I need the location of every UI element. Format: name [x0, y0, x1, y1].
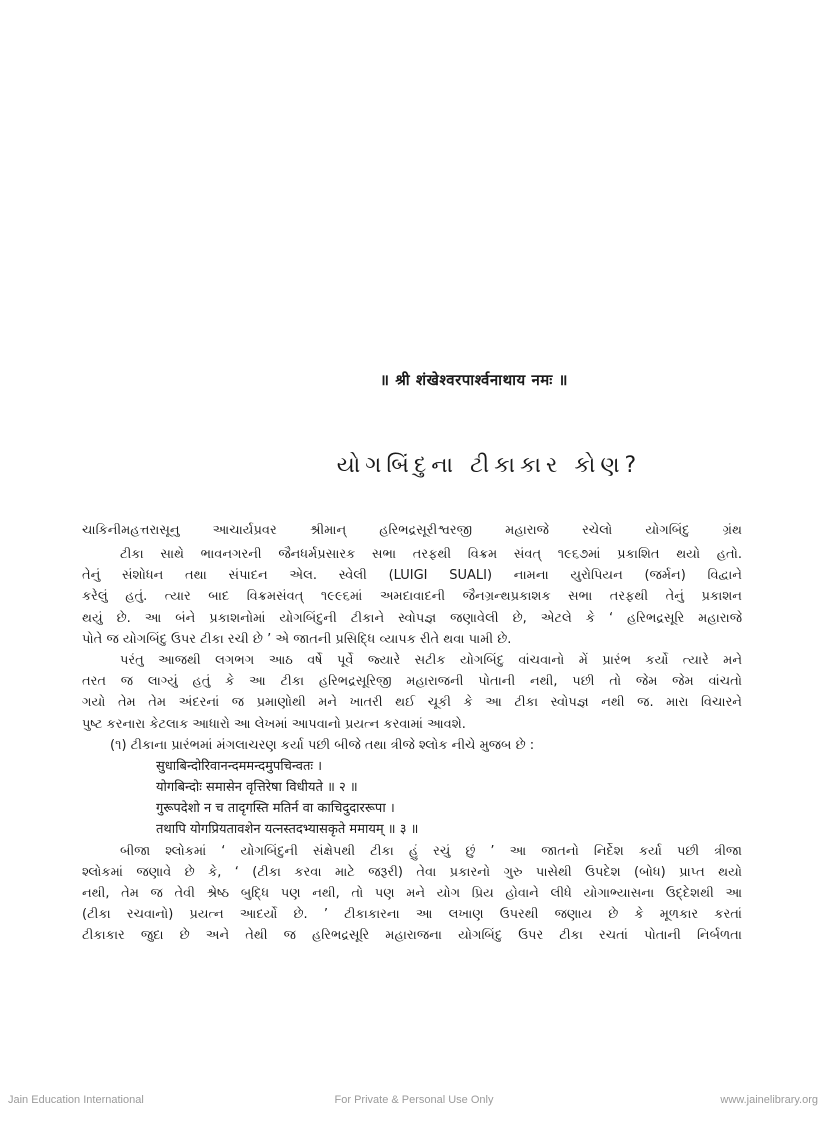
invocation-heading: ॥ श्री शंखेश्वरपार्श्वनाथाय नमः ॥ — [379, 371, 568, 389]
paragraph-line: (ટીકા રચવાનો) પ્રયત્ન આદર્યો છે. ’ ટીકાકારના આ લખાણ ઉપરથી જણાય છે કે મૂળકાર કરતાં — [82, 907, 742, 923]
sanskrit-verses — [82, 756, 742, 841]
paragraph-2 — [82, 650, 742, 735]
verse-line: गुरूपदेशो न च तादृगस्ति मतिर्न वा काचिदुदाररूपा । — [156, 801, 395, 817]
paragraph-line: પોતે જ યોગબિંદુ ઉપર ટીકા રચી છે ’ એ જાતની પ્રસિદ્ધિ વ્યાપક રીતે થવા પામી છે. — [82, 631, 512, 647]
paragraph-line: પરંતુ આજથી લગભગ આઠ વર્ષે પૂર્વે જ્યારે સટીક યોગબિંદુ વાંચવાનો મેં પ્રારંભ કર્યો ત્યારે મને — [120, 652, 742, 668]
footer-publisher: Jain Education International — [8, 1094, 144, 1106]
footer-usage-notice: For Private & Personal Use Only — [334, 1094, 494, 1106]
paragraph-line: ગયો તેમ તેમ અંદરનાં જ પ્રમાણોથી મને ખાતરી થઈ ચૂકી કે આ ટીકા સ્વોપજ્ઞ નથી જ. મારા વિચારને — [82, 695, 742, 711]
article-body — [82, 520, 742, 947]
numbered-point-1: (૧) ટીકાના પ્રારંભમાં મંગલાચરણ કર્યા પછી બીજે તથા ત્રીજે શ્લોક નીચે મુજબ છે : — [110, 737, 535, 753]
paragraph-line: પુષ્ટ કરનારા કેટલાક આધારો આ લેખમાં આપવાનો પ્રયત્ન કરવામાં આવશે. — [82, 716, 466, 732]
verse-line: सुधाबिन्दोरिवानन्दममन्दमुपचिन्वतः । — [156, 758, 323, 774]
paragraph-line — [82, 520, 742, 544]
page-footer — [0, 1094, 828, 1110]
paragraph-line: શ્લોકમાં જણાવે છે કે, ‘ (ટીકા કરવા માટે જરૂરી) તેવા પ્રકારનો ગુરુ પાસેથી ઉપદેશ (બોધ) પ્રાપ્ત થયો — [82, 864, 742, 880]
paragraph-line: તરત જ લાગ્યું હતું કે આ ટીકા હરિભદ્રસૂરિજી મહારાજની પોતાની નથી, પછી તો જેમ જેમ વાંચતો — [82, 674, 742, 690]
page-title: યોગબિંદુના ટીકાકાર કોણ? — [336, 452, 642, 478]
paragraph-line: નથી, તેમ જ તેવી શ્રેષ્ઠ બુદ્ધિ પણ નથી, તો પણ મને યોગ પ્રિય હોવાને લીધે યોગાભ્યાસના ઉદ્દેશથી આ — [82, 886, 742, 901]
paragraph-line: તેનું સંશોધન તથા સંપાદન એલ. સ્વેલી (LUIGI SUALI) નામના યુરોપિયન (જર્મન) વિદ્વાને — [82, 568, 742, 584]
paragraph-line: કરેલું હતું. ત્યાર બાદ વિક્રમસંવત્ ૧૯૯૬માં અમદાવાદની જૈનગ્રન્થપ્રકાશક સભા તરફથી તેનું પ્રકાશન — [82, 589, 742, 605]
paragraph-line: બીજા શ્લોકમાં ‘ યોગબિંદુની સંક્ષેપથી ટીકા હું રચું છું ’ આ જાતનો નિર્દેશ કર્યા પછી ત્રીજા — [120, 843, 742, 859]
text-line: ચાકિનીમહત્તરાસૂનુ આચાર્યપ્રવર શ્રીમાન્ હરિભદ્રસૂરીશ્વરજી મહારાજે રચેલો યોગબિંદુ ગ્રંથ — [82, 523, 742, 538]
paragraph-line: થયું છે. આ બંને પ્રકાશનોમાં યોગબિંદુની ટીકાને સ્વોપજ્ઞ જણાવેલી છે, એટલે કે ‘ હરિભદ્રસૂરિ મહારાજે — [82, 610, 742, 626]
verse-line: तथापि योगप्रियतावशेन यत्नस्तदभ्यासकृते ममायम् ॥ ३ ॥ — [156, 822, 419, 838]
verse-line: योगबिन्दोः समासेन वृत्तिरेषा विधीयते ॥ २ ॥ — [156, 780, 358, 796]
paragraph-line: ટીકા સાથે ભાવનગરની જૈનધર્મપ્રસારક સભા તરફથી વિક્રમ સંવત્ ૧૯૬૭માં પ્રકાશિત થયો હતો. — [120, 547, 742, 562]
paragraph-line: ટીકાકાર જુદા છે અને તેથી જ હરિભદ્રસૂરિ મહારાજના યોગબિંદુ ઉપર ટીકા રચતાં પોતાની નિર્બળતા — [82, 928, 742, 944]
paragraph-1 — [82, 520, 742, 650]
paragraph-3 — [82, 841, 742, 947]
footer-website-link[interactable]: www.jainelibrary.org — [720, 1094, 818, 1106]
